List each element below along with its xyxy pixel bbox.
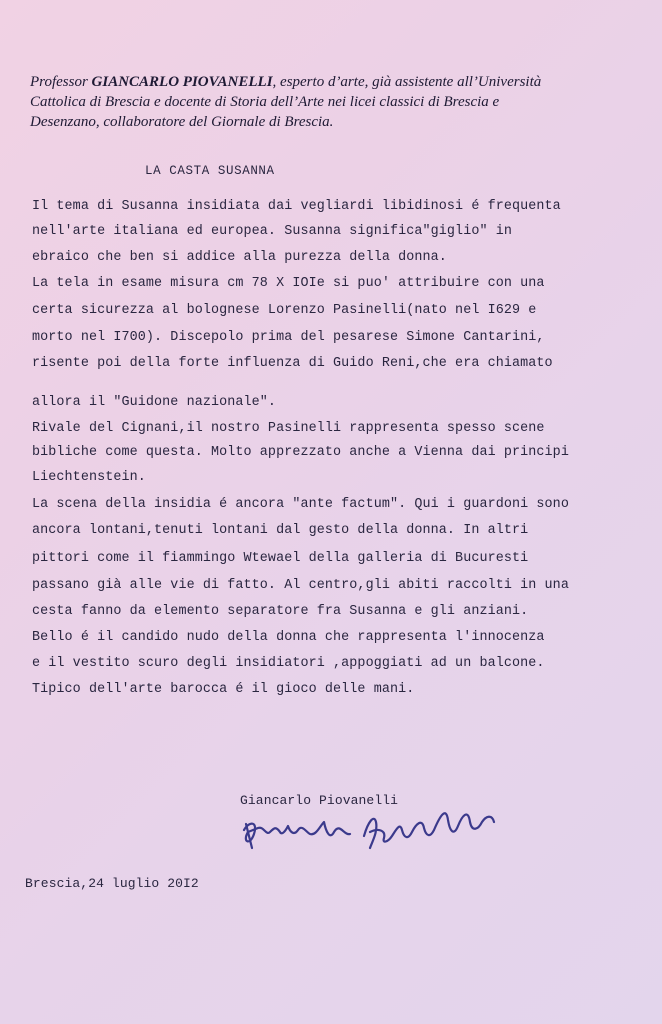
body-line: Tipico dell'arte barocca é il gioco delle mani. bbox=[32, 682, 415, 697]
handwritten-signature bbox=[236, 792, 506, 862]
letterhead-line-2: Cattolica di Brescia e docente di Storia dell’Arte nei licei classici di Brescia e bbox=[30, 94, 500, 110]
letterhead-line-1-rest: , esperto d’arte, già assistente all’Università bbox=[272, 74, 542, 90]
letterhead-name: GIANCARLO PIOVANELLI bbox=[91, 74, 273, 90]
body-line: bibliche come questa. Molto apprezzato anche a Vienna dai principi bbox=[32, 445, 569, 460]
body-line: nell'arte italiana ed europea. Susanna significa"giglio" in bbox=[32, 224, 513, 239]
body-line: passano già alle vie di fatto. Al centro,gli abiti raccolti in una bbox=[32, 578, 569, 593]
letterhead-prefix: Professor bbox=[30, 74, 92, 90]
body-line: certa sicurezza al bolognese Lorenzo Pasinelli(nato nel I629 e bbox=[32, 303, 537, 318]
signatory-name: Giancarlo Piovanelli bbox=[240, 793, 399, 808]
body-line: ebraico che ben si addice alla purezza della donna. bbox=[32, 250, 447, 265]
body-line: Il tema di Susanna insidiata dai vegliardi libidinosi é frequenta bbox=[32, 199, 561, 214]
body-line: La tela in esame misura cm 78 X IOIe si puo' attribuire con una bbox=[32, 276, 545, 291]
date-line: Brescia,24 luglio 20I2 bbox=[25, 876, 199, 891]
body-line: pittori come il fiammingo Wtewael della galleria di Bucuresti bbox=[32, 551, 529, 566]
body-line: Bello é il candido nudo della donna che rappresenta l'innocenza bbox=[32, 630, 545, 645]
body-line: allora il "Guidone nazionale". bbox=[32, 395, 277, 410]
body-line: morto nel I700). Discepolo prima del pesarese Simone Cantarini, bbox=[32, 330, 545, 345]
letterhead bbox=[30, 72, 640, 132]
body-line: La scena della insidia é ancora "ante factum". Qui i guardoni sono bbox=[32, 497, 569, 512]
body-line: Liechtenstein. bbox=[32, 470, 146, 485]
body-line: cesta fanno da elemento separatore fra Susanna e gli anziani. bbox=[32, 604, 529, 619]
letterhead-line-1 bbox=[30, 72, 640, 92]
body-line: e il vestito scuro degli insidiatori ,appoggiati ad un balcone. bbox=[32, 656, 545, 671]
body-line: Rivale del Cignani,il nostro Pasinelli rappresenta spesso scene bbox=[32, 421, 545, 436]
document-title: LA CASTA SUSANNA bbox=[145, 164, 275, 178]
letterhead-line-3: Desenzano, collaboratore del Giornale di Brescia. bbox=[30, 114, 334, 130]
body-line: risente poi della forte influenza di Guido Reni,che era chiamato bbox=[32, 356, 553, 371]
body-line: ancora lontani,tenuti lontani dal gesto della donna. In altri bbox=[32, 523, 529, 538]
